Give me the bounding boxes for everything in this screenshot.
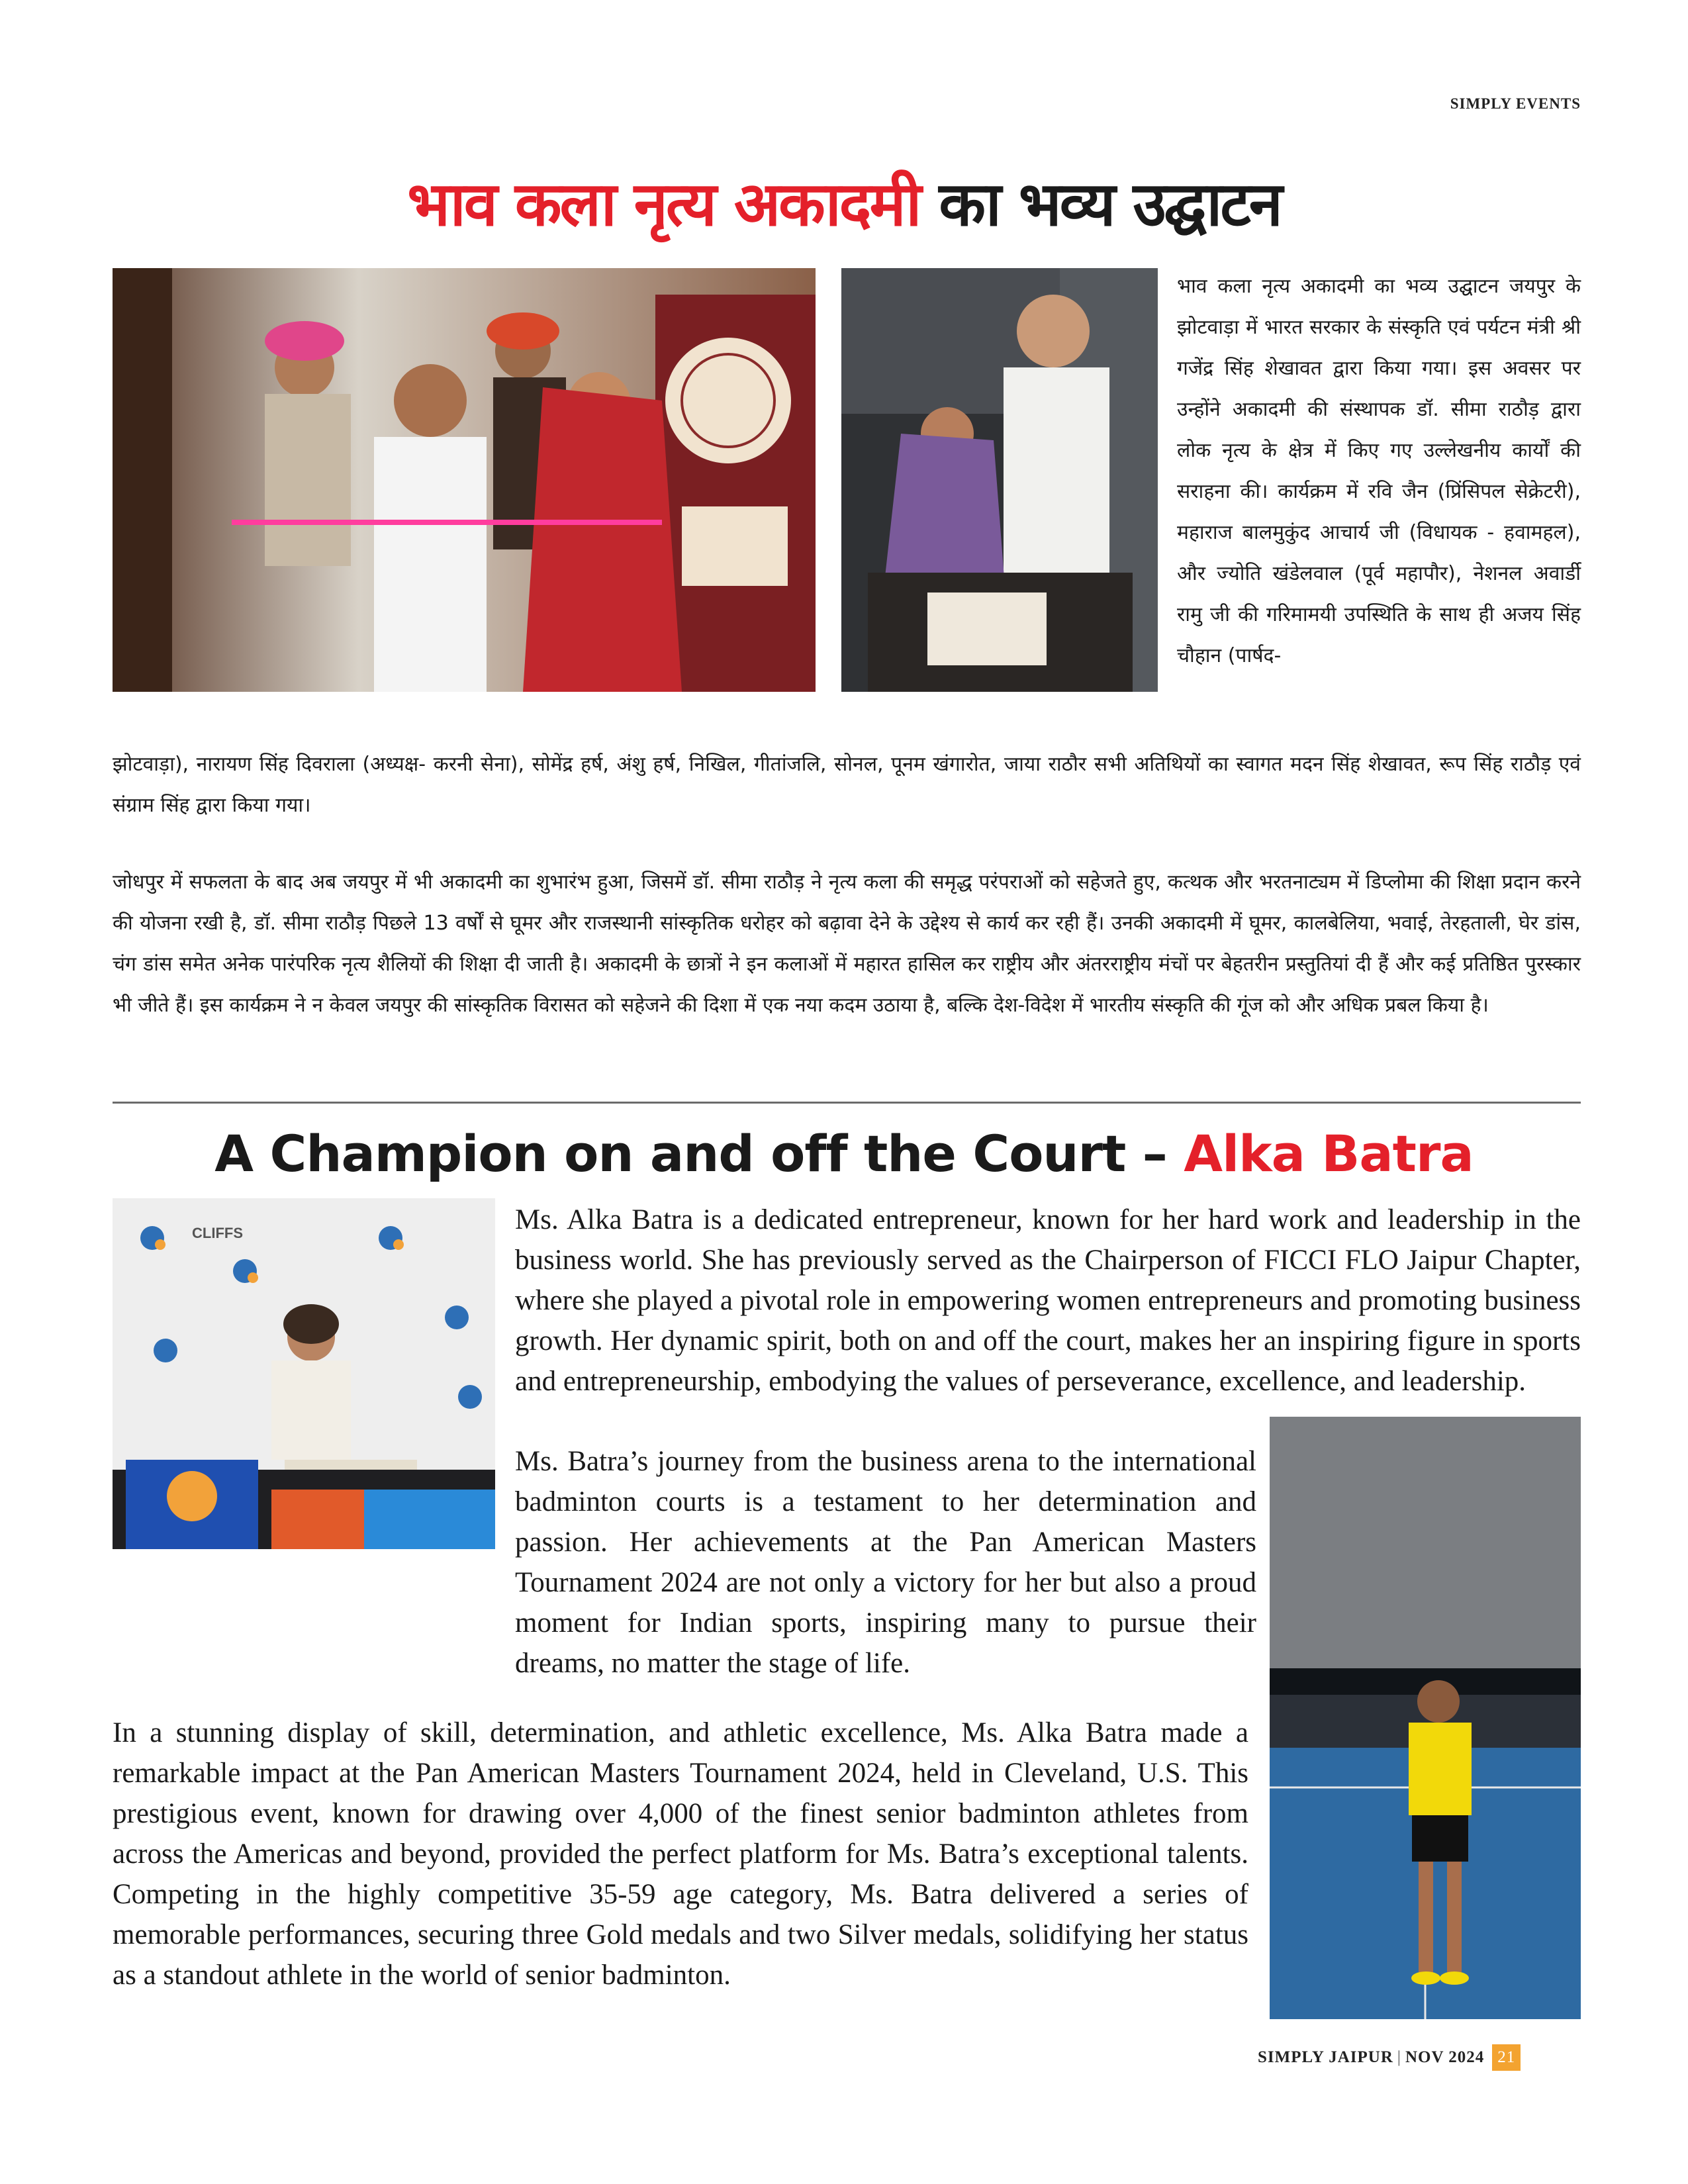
inauguration-photo-illustration <box>113 268 816 692</box>
page-number: 21 <box>1492 2044 1521 2071</box>
article2-para1-text: Ms. Alka Batra is a dedicated entrepreneur, known for her hard work and leadership in the business world. She has previously served as the Chairperson of FICCI FLO Jaipur Chapter, where she played a pivotal role in empowering women entrepreneurs and promoting business growth. Her dynamic spirit, both on and off the court, makes her an inspiring figure in sports and entrepreneurship, embodying the values of perseverance, excellence, and leadership. <box>515 1204 1581 1397</box>
article2-para3-text: In a stunning display of skill, determination, and athletic excellence, Ms. Alka Batra made a remarkable impact at the Pan American Masters Tournament 2024, held in Cleveland, U.S. This prestigious event, known for drawing over 4,000 of the finest senior badminton athletes from across the Americas and beyond, provided the perfect platform for Ms. Batra’s exceptional talents. Competing in the highly competitive 35-59 age category, Ms. Batra delivered a series of memorable performances, securing three Gold medals and two Silver medals, solidifying her status as a standout athlete in the world of senior badminton. <box>113 1717 1248 1991</box>
inauguration-photo <box>113 268 816 692</box>
article1-para2-text: जोधपुर में सफलता के बाद अब जयपुर में भी अकादमी का शुभारंभ हुआ, जिसमें डॉ. सीमा राठौड़ ने नृत्य कला की समृद्ध परंपराओं को सहेजते हुए, कत्थक और भरतनाट्यम में डिप्लोमा की शिक्षा प्रदान करने की योजना रखी है, डॉ. सीमा राठौड़ पिछले 13 वर्षों से घूमर और राजस्थानी सांस्कृतिक धरोहर को बढ़ावा देने के उद्देश्य से कार्य कर रही हैं। उनकी अकादमी में घूमर, कालबेलिया, भवाई, तेरहताली, घेर डांस, चंग डांस समेत अनेक पारंपरिक नृत्य शैलियों की शिक्षा दी जाती है। अकादमी के छात्रों ने इन कलाओं में महारत हासिल कर राष्ट्रीय और अंतरराष्ट्रीय मंचों पर बेहतरीन प्रस्तुतियां दी हैं और कई प्रतिष्ठित पुरस्कार भी जीते हैं। इस कार्यक्रम ने न केवल जयपुर की सांस्कृतिक विरासत को सहेजने की दिशा में एक नया कदम उठाया है, बल्कि देश-विदेश में भारतीय संस्कृति की गूंज को और अधिक प्रबल किया है। <box>113 871 1581 1017</box>
article2-para1 <box>515 1200 1581 1401</box>
article1-para1-cont-text: झोटवाड़ा), नारायण सिंह दिवराला (अध्यक्ष- करनी सेना), सोमेंद्र हर्ष, अंशु हर्ष, निखिल, गीतांजलि, सोनल, पूनम खंगारोत, जाया राठौर सभी अतिथियों का स्वागत मदन सिंह शेखावत, रूप सिंह राठौड़ एवं संग्राम सिंह द्वारा किया गया। <box>113 753 1581 817</box>
section-tag: SIMPLY EVENTS <box>1450 95 1581 112</box>
article2-title-dark: A Champion on and off the Court – <box>214 1124 1184 1183</box>
page-footer <box>1258 2043 1521 2072</box>
podium-photo <box>113 1198 495 1549</box>
article1-para1-text: भाव कला नृत्य अकादमी का भव्य उद्घाटन जयपुर के झोटवाड़ा में भारत सरकार के संस्कृति एवं पर्यटन मंत्री श्री गजेंद्र सिंह शेखावत द्वारा किया गया। इस अवसर पर उन्होंने अकादमी की संस्थापक डॉ. सीमा राठौड़ द्वारा लोक नृत्य के क्षेत्र में किए गए उल्लेखनीय कार्यों की सराहना की। कार्यक्रम में रवि जैन (प्रिंसिपल सेक्रेटरी), महाराज बालमुकुंद आचार्य जी (विधायक - हवामहल), और ज्योति खंडेलवाल (पूर्व महापौर), नेशनल अवार्डी रामु जी की गरिमामयी उपस्थिति के साथ ही अजय सिंह चौहान (पार्षद- <box>1177 275 1581 667</box>
article2-para3 <box>113 1713 1248 1995</box>
footer-separator: | <box>1397 2048 1401 2066</box>
footer-issue: NOV 2024 <box>1405 2048 1485 2066</box>
article1-title <box>0 168 1688 241</box>
court-photo <box>1270 1417 1581 2019</box>
minister-photo-illustration <box>841 268 1158 692</box>
article2-para2-span: Ms. Batra’s journey from the business arena to the international badminton courts is a testament to her determination and passion. Her achievements at the Pan American Masters Tournament 2024 are not only a victory for her but also a proud moment for Indian sports, inspiring many to pursue their dreams, no matter the stage of life. <box>515 1446 1256 1679</box>
article2-para2-text <box>515 1441 1256 1684</box>
article1-title-red: भाव कला नृत्य अकादमी <box>407 169 920 240</box>
article2-title <box>0 1122 1688 1186</box>
podium-backdrop-label: CLIFFS <box>192 1225 243 1241</box>
article1-para2 <box>113 862 1581 1026</box>
article1-title-dark: का भव्य उद्घाटन <box>939 169 1281 240</box>
court-photo-illustration <box>1270 1417 1581 2019</box>
article1-para1-cont <box>113 744 1581 826</box>
podium-photo-illustration <box>113 1198 495 1549</box>
section-divider <box>113 1102 1581 1104</box>
article2-para2 <box>515 1441 1256 1684</box>
footer-magazine: SIMPLY JAIPUR <box>1258 2048 1393 2066</box>
minister-photo <box>841 268 1158 692</box>
article1-para1 <box>1177 266 1581 677</box>
article2-title-red: Alka Batra <box>1184 1124 1474 1183</box>
